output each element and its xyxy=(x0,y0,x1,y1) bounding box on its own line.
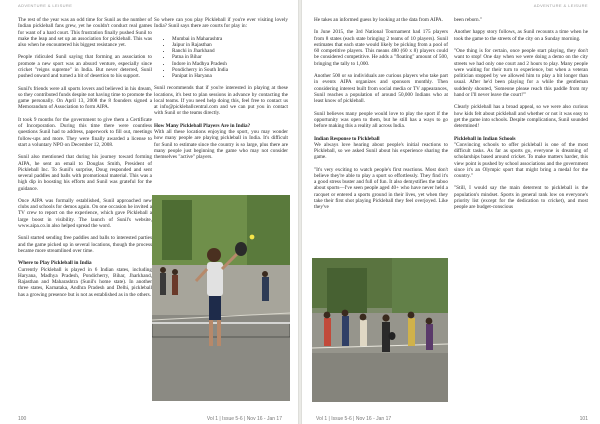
paragraph: "It's very exciting to watch people's first reactions. Most don't believe they're able to play a sport so effortlessly. They find it's a good stress buster and full of fun. It also demystifies the taboo about sports—I've seen people aged 40+ who have never held a racquet or entered a sports ground in their lives, yet when they take their first shot playing Pickleball they feel overjoyed. Like they've xyxy=(314,166,448,211)
section-heading: Indian Response to Pickleball xyxy=(314,135,380,142)
photo-street-demo xyxy=(312,258,448,402)
paragraph: Sunil believes many people would love to play the sport if the opportunity was open to them, but he still has a ways to go before making this a reality all across India. xyxy=(314,110,448,130)
list-item: • Mumbai in Maharashtra xyxy=(172,36,288,42)
list-item: • Ranchi in Jharkhand xyxy=(172,48,288,54)
paragraph: Sunil recommends that if you're interested in playing at these locations, it's best to plan sessions in advance by contacting the local teams. If you need help doing this, feel free to contact us at info@pickleballcentral.com and we can put you in contact with Sunil or the teams directly. xyxy=(154,85,288,117)
list-item: • Indore in Madhya Pradesh xyxy=(172,61,288,67)
left-page-column-2 xyxy=(154,17,288,167)
issue-footer-left: Vol 1 | Issue 5-6 | Nov 16 - Jan 17 xyxy=(206,416,282,422)
left-page-column-1 xyxy=(18,17,152,304)
paragraph: In June 2015, the 3rd National Tournament had 175 players from 8 states (each state bringing 2 teams of 10 players). Sunil estimates that each state would likely be picking from a pool of 60 competitive players. This means 480 (60 x 8) players could be considered competitive. He adds a "floating" amount of 500, bringing the tally to 1,000. xyxy=(314,29,448,67)
paragraph: He takes an informed guess by looking at the data from AIPA. xyxy=(314,17,443,23)
issue-footer-right: Vol 1 | Issue 5-6 | Nov 16 - Jan 17 xyxy=(316,416,392,422)
paragraph: "Still, I would say the main deterrent to pickleball is the population's mindset. Sports in general rank low on everyone's priority list (except for the dedication to cricket), and most people are budget-conscious xyxy=(454,185,588,211)
paragraph: Another 500 or so individuals are curious players who take part in events AIPA organizes and sponsors monthly. Then considering interest built from social media or TV appearances, Sunil reaches a population of around 50,000 Indians who at least know of pickleball. xyxy=(314,73,448,105)
paragraph: Currently Pickleball is played in 6 Indian states, including Haryana, Madhya Pradesh, Pondicherry, Bihar, Jharkhand, Rajasthan and Maharashtra (Sunil's home state). In another three states, Karnataka, Andhra Pradesh and Delhi, pickleball has a growing presence but is not as established as in the others. xyxy=(18,266,152,298)
paragraph: So where can you play Pickleball if you're ever visiting lovely India? Sunil says there are courts for play in: xyxy=(154,17,288,30)
paragraph: "Convincing schools to offer pickleball is one of the most difficult tasks. As far as sports go, everyone is dreaming of scholarships based around cricket. To make matters harder, this view point is pushed by school associations and the government since it's an Olympic sport that might bring a medal for the country." xyxy=(454,141,588,179)
paragraph: With all these locations enjoying the sport, you may wonder how many people are playing pickleball in India. It's difficult for Sunil to estimate since the country is so large, plus there are many people just beginning the game who may not consider themselves "active" players. xyxy=(154,129,288,161)
paragraph: Clearly pickleball has a broad appeal, so we were also curious how kids felt about pickleball and whether or not it was easy to get the game into schools. Despite complications, Sunil sounded determined! xyxy=(454,104,588,130)
section-heading: How Many Pickleball Players Are in India? xyxy=(154,122,251,129)
running-head-right: ADVENTURE & LEISURE xyxy=(533,3,588,8)
paragraph: been reborn." xyxy=(454,17,483,23)
section-heading: Where to Play Pickleball in India xyxy=(18,260,92,267)
photo-girl-playing-pickleball xyxy=(152,195,290,401)
paragraph: Sunil's friends were all sports lovers and believed in his dream, so they contributed funds despite not having time to promote the game personally. On April 13, 2008 the 8 founders signed a Memorandum of Association to form AIPA. xyxy=(18,85,152,111)
paragraph: "One thing is for certain, once people start playing, they don't want to stop! One day when we were doing a demo on the city streets we had only one court and 2 hours to play. Many people were waiting for their turn to experience, but when a veteran politician stopped by we allowed him to play a bit longer than usual. After he'd been playing for a while the gentleman suddenly shouted, 'Someone please reach this paddle from my hand or I'll never leave the court!'" xyxy=(454,48,588,98)
list-item: • Jaipur in Rajasthan xyxy=(172,42,288,48)
page-number-left: 100 xyxy=(18,416,27,422)
paragraph: We always love hearing about people's initial reactions to Pickleball, so we asked Sunil about his experience sharing the game. xyxy=(314,141,448,161)
left-page xyxy=(0,0,298,424)
paragraph: It took 9 months for the government to give them a Certificate of Incorporation. During this time there were countless questions Sunil had to address, paperwork to fill out, meetings follow-ups and more. They were finally awarded a license to start a voluntary NPO on December 12, 2008. xyxy=(18,116,152,148)
list-item: • Pondicherry in South India xyxy=(172,67,288,73)
paragraph: Once AIPA was formally established, Sunil approached new clubs and schools for demos again. On one occasion he invited a TV crew to report on the experience, which gave Pickleball a large boost in visibility. The launch of Sunil's website, www.aipa.co.in also helped spread the word. xyxy=(18,197,152,229)
section-heading: Pickleball in Indian Schools xyxy=(454,135,516,142)
places-list xyxy=(154,36,288,80)
right-page xyxy=(302,0,600,424)
paragraph: Another happy story follows, as Sunil recounts a time when he took the game to the streets of the city on a Sunday morning. xyxy=(454,29,588,42)
list-item: • Panipat in Haryana xyxy=(172,73,288,79)
paragraph: Sunil started sending free paddles and balls to interested parties and the game picked up in several locations, though the process became more streamlined over time. xyxy=(18,235,152,254)
list-item: • Patna in Bihar xyxy=(172,54,288,60)
right-page-column-1 xyxy=(314,17,448,217)
right-page-column-2 xyxy=(454,17,588,217)
paragraph: People ridiculed Sunil saying that forming an association to promote a new sport was an absurd venture, especially since cricket "reigns supreme" in India. But never deterred, Sunil pushed onward and turned a bit of desertion to his support. xyxy=(18,54,152,80)
paragraph: The rest of the year was an odd time for Sunil as the number of Indian pickleball fans grew, yet he couldn't conduct real games for want of a hard court. This frustration finally pushed Sunil to make the leap and set up an association for pickleball. This was also when he encountered his biggest resistance yet. xyxy=(18,17,152,48)
page-number-right: 101 xyxy=(579,416,588,422)
running-head-left: ADVENTURE & LEISURE xyxy=(18,3,73,8)
paragraph: Sunil also mentioned that during his journey toward forming AIPA, he sent an email to Douglas Smith, President of Pickleball Inc. To Sunil's surprise, Doug responded and sent several paddles and balls with promotional material. This was a high dip in boosting his efforts and Sunil was grateful for the guidance. xyxy=(18,154,152,192)
